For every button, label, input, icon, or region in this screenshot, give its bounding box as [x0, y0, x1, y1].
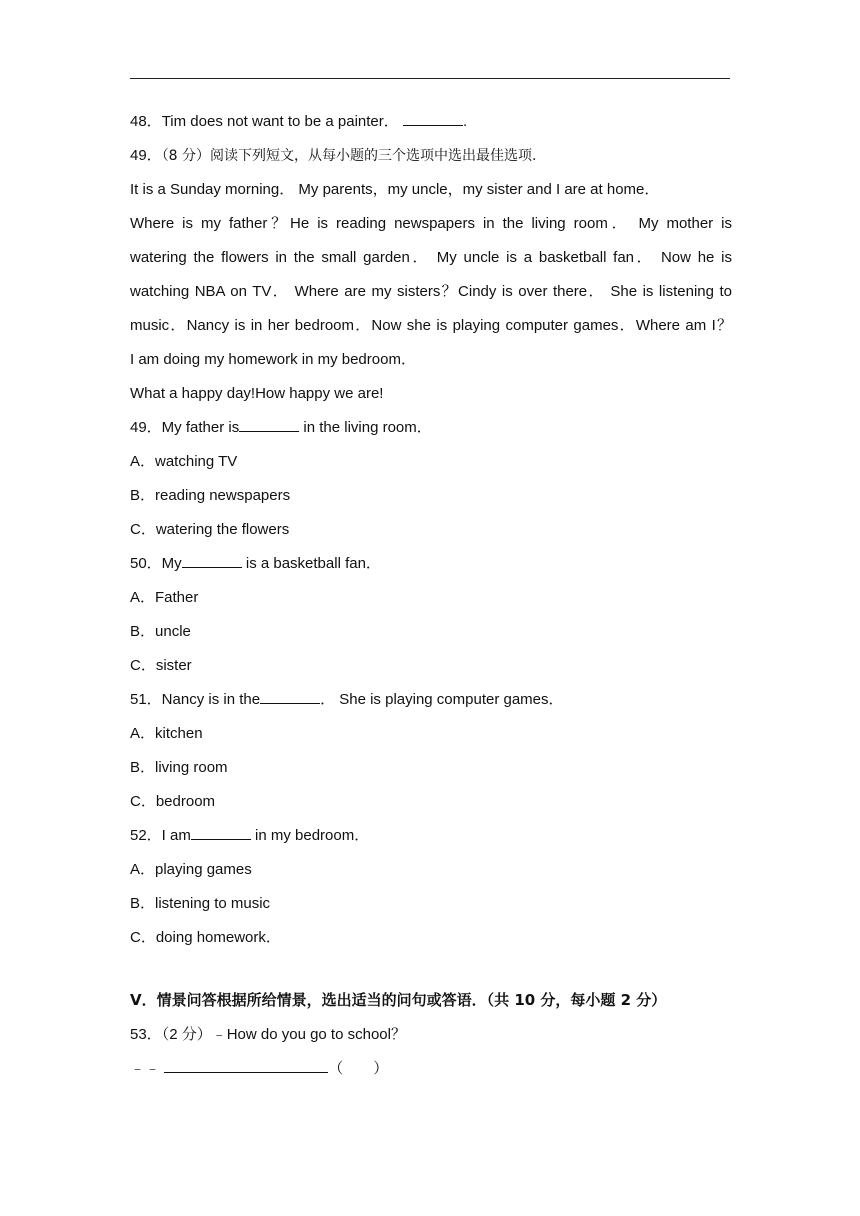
passage-line: music．Nancy is in her bedroom．Now she is playing computer games．Where am I？ — [130, 317, 732, 334]
question-text: （2 分）﹣How do you go to school？ — [161, 1026, 406, 1043]
question-49 — [130, 411, 732, 547]
question-stem — [130, 547, 732, 581]
option-a[interactable]: A．watching TV — [130, 453, 238, 470]
option-c[interactable]: C．doing homework． — [130, 929, 281, 946]
question-end: . — [462, 113, 468, 130]
stem-before: 50．My — [130, 555, 182, 572]
question-number: 49． — [130, 147, 162, 164]
answer-blank[interactable] — [182, 553, 242, 568]
stem-before: 51．Nancy is in the — [130, 691, 261, 708]
section-5-heading — [130, 983, 732, 1018]
option-c[interactable]: C．watering the flowers — [130, 521, 290, 538]
option-a[interactable]: A．playing games — [130, 861, 252, 878]
stem-after: in the living room． — [299, 419, 432, 436]
question-52 — [130, 819, 732, 955]
option-b[interactable]: B．listening to music — [130, 895, 271, 912]
option-c[interactable]: C．bedroom — [130, 793, 216, 810]
option-b[interactable]: B．uncle — [130, 623, 191, 640]
answer-paren[interactable]: （ ） — [328, 1060, 389, 1077]
stem-before: 52．I am — [130, 827, 191, 844]
stem-after: ． She is playing computer games． — [320, 691, 564, 708]
passage-line: I am doing my homework in my bedroom． — [130, 351, 416, 368]
question-53 — [130, 1018, 732, 1052]
stem-after: in my bedroom． — [250, 827, 370, 844]
content — [130, 105, 732, 1086]
question-50 — [130, 547, 732, 683]
answer-blank[interactable] — [164, 1058, 328, 1073]
passage-line: It is a Sunday morning． My parents，my uncle，my sister and I are at home． — [130, 181, 660, 198]
option-a[interactable]: A．Father — [130, 589, 199, 606]
question-51 — [130, 683, 732, 819]
stem-before: 49．My father is — [130, 419, 240, 436]
question-53-answer — [130, 1052, 732, 1086]
question-text: Tim does not want to be a painter． — [161, 113, 399, 130]
passage-line: watering the flowers in the small garden． My uncle is a basketball fan． Now he is — [130, 249, 732, 266]
question-48 — [130, 105, 732, 139]
stem-after: is a basketball fan． — [241, 555, 381, 572]
passage-line: What a happy day!How happy we are! — [130, 385, 384, 402]
question-49-header — [130, 139, 732, 173]
reading-passage — [130, 173, 732, 411]
passage-line: Where is my father？He is reading newspapers in the living room． My mother is — [130, 215, 732, 232]
passage-line: watching NBA on TV． Where are my sisters？Cindy is over there． She is listening to — [130, 283, 732, 300]
question-number: 48． — [130, 113, 162, 130]
header-rule — [130, 78, 730, 79]
answer-blank[interactable] — [260, 689, 320, 704]
option-b[interactable]: B．living room — [130, 759, 228, 776]
question-stem — [130, 683, 732, 717]
answer-prefix: ﹣﹣ — [130, 1060, 161, 1077]
option-c[interactable]: C．sister — [130, 657, 192, 674]
option-a[interactable]: A．kitchen — [130, 725, 203, 742]
answer-blank[interactable] — [239, 417, 299, 432]
answer-blank[interactable] — [191, 825, 251, 840]
question-instruction: （8 分）阅读下列短文，从每小题的三个选项中选出最佳选项. — [161, 148, 537, 164]
question-stem — [130, 411, 732, 445]
question-number: 53． — [130, 1026, 162, 1043]
answer-blank[interactable] — [403, 111, 463, 126]
question-stem — [130, 819, 732, 853]
section-title: V．情景问答根据所给情景，选出适当的问句或答语．（共 10 分，每小题 2 分） — [130, 991, 667, 1009]
option-b[interactable]: B．reading newspapers — [130, 487, 291, 504]
